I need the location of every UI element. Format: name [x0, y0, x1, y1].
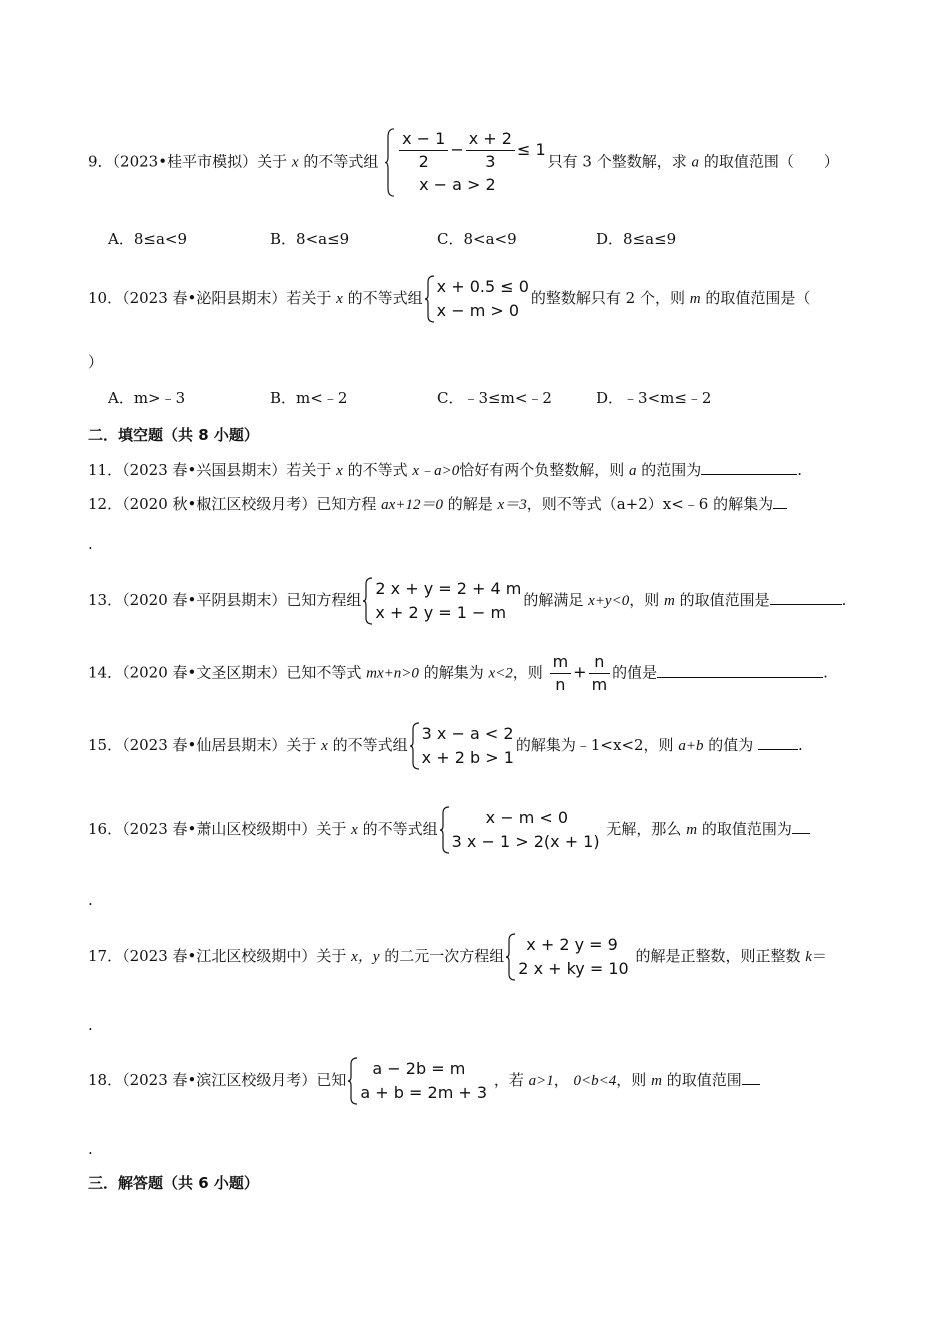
q12-end: . [88, 535, 93, 553]
q9-text2: 只有 3 个整数解，求 [547, 152, 687, 171]
left-brace-icon [385, 128, 395, 197]
left-brace-icon [440, 806, 450, 854]
q10-option-d[interactable]: D．﹣3<m≤﹣2 [596, 389, 712, 407]
question-17: 17．（2023 春•江北区校级期中）关于 x，y 的二元一次方程组 x + 2 y = 9 2 x + ky = 10 的解是正整数，则正整数 k＝ [88, 933, 827, 981]
q14-fraction-n-over-m: $\frac{n}{m}$ [589, 651, 611, 696]
q9-option-d[interactable]: D．8≤a≤9 [596, 230, 677, 248]
question-16: 16．（2023 春•萧山区校级期中）关于 x 的不等式组 x − m < 0 3 x − 1 > 2(x + 1) 无解，那么 m 的取值范围为 [88, 806, 810, 854]
question-11: 11．（2023 春•兴国县期末）若关于 x 的不等式 x﹣a>0恰好有两个负整数解，则 a 的范围为 . [88, 461, 803, 479]
q17-equation-system: x + 2 y = 9 2 x + ky = 10 [506, 933, 628, 981]
q16-inequality-system: x − m < 0 3 x − 1 > 2(x + 1) [440, 806, 600, 854]
question-14: 14．（2020 春•文圣区期末）已知不等式 mx+n>0 的解集为 x<2，则 $\frac{m}{n}$ + $\frac{n}{m}$ 的值是 . [88, 652, 828, 694]
question-9: 9．（2023•桂平市模拟）关于 x 的不等式组 $\frac{x - 1}{2}$ − $\frac{x + 2}{3}$ ≤ 1 x − a > 2 只有 3 个整数解，求 a 的取值范围（ ） [88, 128, 839, 197]
q9-text1: 的不等式组 [303, 152, 379, 171]
q13-answer-blank[interactable] [770, 590, 842, 605]
q10-number: 10． [88, 289, 123, 307]
question-15: 15．（2023 春•仙居县期末）关于 x 的不等式组 3 x − a < 2 x + 2 b > 1 的解集为﹣1<x<2，则 a+b 的值为 . [88, 722, 803, 770]
q12-answer-blank[interactable] [773, 494, 787, 509]
q14-fraction-m-over-n: $\frac{m}{n}$ [550, 651, 572, 696]
q14-answer-blank[interactable] [657, 663, 823, 678]
q9-inequality-system: $\frac{x - 1}{2}$ − $\frac{x + 2}{3}$ ≤ 1 x − a > 2 [385, 128, 546, 197]
q15-answer-blank[interactable] [758, 735, 798, 750]
question-12: 12．（2020 秋•椒江区校级月考）已知方程 ax+12＝0 的解是 x＝3，则不等式（a+2）x<﹣6 的解集为 [88, 494, 787, 515]
q9-row2: x − a > 2 [419, 175, 496, 194]
question-10: 10．（2023 春•泌阳县期末）若关于 x 的不等式组 x + 0.5 ≤ 0 x − m > 0 的整数解只有 2 个，则 m 的取值范围是（ [88, 275, 810, 323]
q10-option-a[interactable]: A．m>﹣3 [108, 389, 186, 407]
q18-end: . [88, 1140, 93, 1158]
question-13: 13．（2020 春•平阴县期末）已知方程组 2 x + y = 2 + 4 m x + 2 y = 1 − m 的解满足 x+y<0，则 m 的取值范围是 . [88, 577, 846, 625]
section-fill-in: 二．填空题（共 8 小题） [88, 426, 259, 444]
q10-option-c[interactable]: C．﹣3≤m<﹣2 [437, 389, 552, 407]
q9-source: （2023•桂平市模拟）关于 [112, 152, 288, 171]
q9-fraction-2: $\frac{x + 2}{3}$ [466, 128, 515, 173]
left-brace-icon [363, 577, 373, 625]
q16-end: . [88, 891, 93, 909]
q9-number: 9． [88, 152, 113, 171]
q9-option-b[interactable]: B．8<a≤9 [270, 230, 350, 248]
q9-option-c[interactable]: C．8<a<9 [437, 230, 517, 248]
q10-option-b[interactable]: B．m<﹣2 [270, 389, 348, 407]
q18-equation-system: a − 2b = m a + b = 2m + 3 [348, 1057, 487, 1105]
q13-equation-system: 2 x + y = 2 + 4 m x + 2 y = 1 − m [363, 577, 521, 625]
left-brace-icon [506, 933, 516, 981]
left-brace-icon [410, 722, 420, 770]
q10-close-paren: ） [88, 353, 104, 371]
q18-answer-blank[interactable] [742, 1070, 760, 1085]
section-answer: 三．解答题（共 6 小题） [88, 1174, 259, 1192]
q9-fraction-1: $\frac{x - 1}{2}$ [399, 128, 448, 173]
q9-option-a[interactable]: A．8≤a<9 [108, 230, 187, 248]
q10-inequality-system: x + 0.5 ≤ 0 x − m > 0 [425, 275, 529, 323]
question-18: 18．（2023 春•滨江区校级月考）已知 a − 2b = m a + b = 2m + 3 ，若 a>1， 0<b<4，则 m 的取值范围 [88, 1057, 760, 1105]
q17-end: . [88, 1016, 93, 1034]
q11-answer-blank[interactable] [701, 460, 797, 475]
q9-var-x: x [291, 154, 299, 171]
left-brace-icon [348, 1057, 358, 1105]
left-brace-icon [425, 275, 435, 323]
q15-inequality-system: 3 x − a < 2 x + 2 b > 1 [410, 722, 514, 770]
q16-answer-blank[interactable] [792, 819, 810, 834]
q10-source: （2023 春•泌阳县期末）若关于 [122, 289, 332, 307]
q9-text3: 的取值范围（ ） [703, 152, 839, 171]
